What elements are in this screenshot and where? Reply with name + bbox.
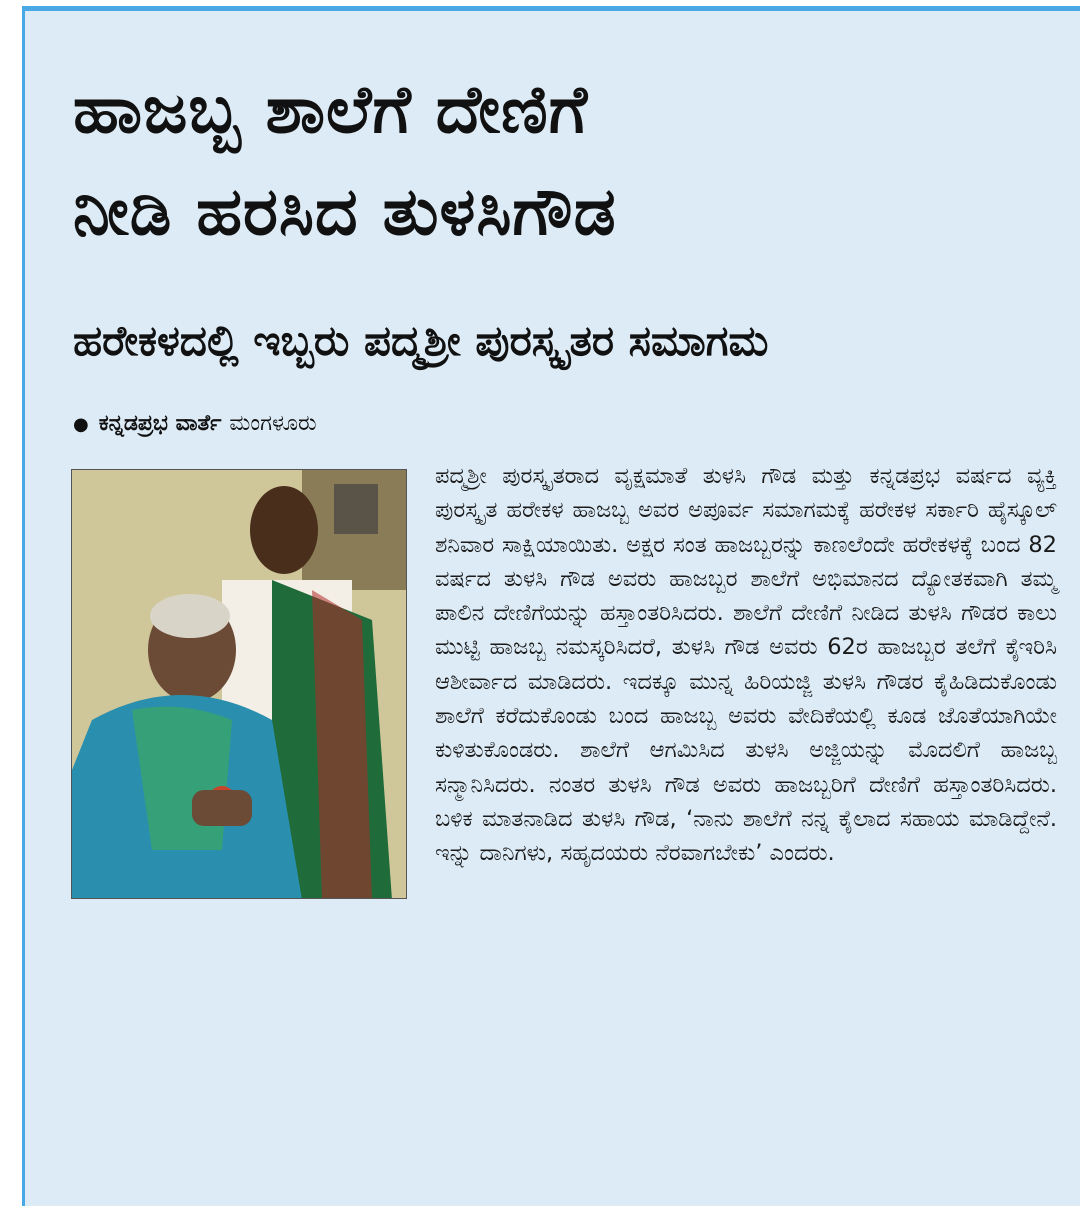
subheadline: ಹರೇಕಳದಲ್ಲಿ ಇಬ್ಬರು ಪದ್ಮಶ್ರೀ ಪುರಸ್ಕೃತರ ಸಮಾಗಮ <box>73 316 769 365</box>
bullet-icon: ● <box>73 414 89 435</box>
article-text: ಪದ್ಮಶ್ರೀ ಪುರಸ್ಕೃತರಾದ ವೃಕ್ಷಮಾತೆ ತುಳಸಿ ಗೌಡ ಮತ್ತು ಕನ್ನಡಪ್ರಭ ವರ್ಷದ ವ್ಯಕ್ತಿ ಪುರಸ್ಕೃತ ಹರೇಕಳ ಹಾಜಬ್ಬ ಅವರ ಅಪೂರ್ವ ಸಮಾಗಮಕ್ಕೆ ಹರೇಕಳ ಸರ್ಕಾರಿ ಹೈಸ್ಕೂಲ್ ಶನಿವಾರ ಸಾಕ್ಷಿಯಾಯಿತು. ಅಕ್ಷರ ಸಂತ ಹಾಜಬ್ಬರನ್ನು ಕಾಣಲೆಂದೇ ಹರೇಕಳಕ್ಕೆ ಬಂದ 82 ವರ್ಷದ ತುಳಸಿ ಗೌಡ ಅವರು ಹಾಜಬ್ಬರ ಶಾಲೆಗೆ ಅಭಿಮಾನದ ದ್ಯೋತಕವಾಗಿ ತಮ್ಮ ಪಾಲಿನ ದೇಣಿಗೆಯನ್ನು ಹಸ್ತಾಂತರಿಸಿದರು. ಶಾಲೆಗೆ ದೇಣಿಗೆ ನೀಡಿದ ತುಳಸಿ ಗೌಡರ ಕಾಲು ಮುಟ್ಟಿ ಹಾಜಬ್ಬ ನಮಸ್ಕರಿಸಿದರೆ, ತುಳಸಿ ಗೌಡ ಅವರು 62ರ ಹಾಜಬ್ಬರ ತಲೆಗೆ ಕೈಇರಿಸಿ ಆಶೀರ್ವಾದ ಮಾಡಿದರು. ಇದಕ್ಕೂ ಮುನ್ನ ಹಿರಿಯಜ್ಜಿ ತುಳಸಿ ಗೌಡರ ಕೈಹಿಡಿದುಕೊಂಡು ಶಾಲೆಗೆ ಕರೆದುಕೊಂಡು ಬಂದ ಹಾಜಬ್ಬ ಅವರು ವೇದಿಕೆಯಲ್ಲಿ ಕೂಡ ಜೊತೆಯಾಗಿಯೇ ಕುಳಿತುಕೊಂಡರು. ಶಾಲೆಗೆ ಆಗಮಿಸಿದ ತುಳಸಿ ಅಜ್ಜಿಯನ್ನು ಮೊದಲಿಗೆ ಹಾಜಬ್ಬ ಸನ್ಮಾನಿಸಿದರು. ನಂತರ ತುಳಸಿ ಗೌಡ ಅವರು ಹಾಜಬ್ಬರಿಗೆ ದೇಣಿಗೆ ಹಸ್ತಾಂತರಿಸಿದರು. ಬಳಿಕ ಮಾತನಾಡಿದ ತುಳಸಿ ಗೌಡ, ‘ನಾನು ಶಾಲೆಗೆ ನನ್ನ ಕೈಲಾದ ಸಹಾಯ ಮಾಡಿದ್ದೇನೆ. ಇನ್ನು ದಾನಿಗಳು, ಸಹೃದಯರು ನೆರವಾಗಬೇಕು’ ಎಂದರು. <box>435 463 1057 867</box>
dateline-location: ಮಂಗಳೂರು <box>229 411 317 436</box>
headline <box>73 59 617 263</box>
headline-line-1: ಹಾಜಬ್ಬ ಶಾಲೆಗೆ ದೇಣಿಗೆ <box>73 71 589 148</box>
photo-illustration <box>72 470 407 899</box>
newspaper-clipping <box>22 6 1080 1206</box>
article-photo <box>71 469 407 899</box>
dateline <box>73 407 317 442</box>
news-source: ಕನ್ನಡಪ್ರಭ ವಾರ್ತೆ <box>98 411 222 436</box>
article-body <box>71 459 1057 907</box>
headline-line-2: ನೀಡಿ ಹರಸಿದ ತುಳಸಿಗೌಡ <box>73 173 617 250</box>
